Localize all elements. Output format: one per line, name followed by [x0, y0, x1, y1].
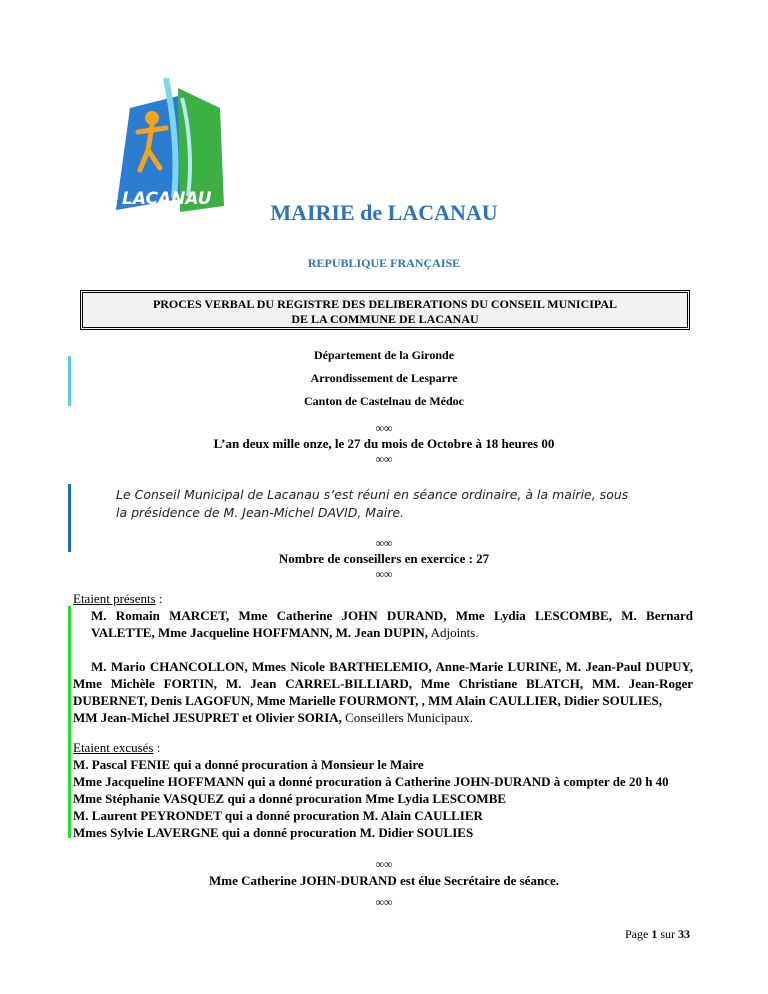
adjoints-role: Adjoints.: [428, 625, 479, 640]
excuse-line: Mme Stéphanie VASQUEZ qui a donné procuration Mme Lydia LESCOMBE: [73, 791, 507, 806]
header-line-1: PROCES VERBAL DU REGISTRE DES DELIBERATIONS DU CONSEIL MUNICIPAL: [152, 297, 618, 311]
excuse-line: M. Laurent PEYRONDET qui a donné procuration M. Alain CAULLIER: [73, 808, 483, 823]
green-margin-bar: [68, 606, 71, 838]
excuse-line: M. Pascal FENIE qui a donné procuration à Monsieur le Maire: [73, 757, 424, 772]
ornament-2: ∞∞: [375, 452, 393, 466]
ornament-5: ∞∞: [375, 857, 393, 871]
page-number: [625, 927, 690, 942]
intro-paragraph: [116, 486, 676, 522]
proces-verbal-header: [80, 290, 690, 330]
ornament-1: ∞∞: [375, 421, 393, 435]
secretaire-line: Mme Catherine JOHN-DURAND est élue Secrétaire de séance.: [209, 873, 559, 888]
excuses-sep: :: [153, 740, 161, 755]
ornament-6: ∞∞: [375, 895, 393, 909]
page-middle: sur: [657, 927, 678, 941]
republic-subtitle: REPUBLIQUE FRANÇAISE: [307, 256, 461, 270]
conseillers-names-2: MM Jean-Michel JESUPRET et Olivier SORIA,: [73, 710, 342, 725]
departement: Département de la Gironde: [313, 348, 455, 362]
presents-heading: Etaient présents: [73, 591, 156, 606]
page-title: MAIRIE de LACANAU: [270, 200, 498, 225]
page-total: 33: [678, 927, 690, 941]
ornament-4: ∞∞: [375, 567, 393, 581]
presents-section: [73, 590, 693, 726]
excuse-line: Mmes Sylvie LAVERGNE qui a donné procuration M. Didier SOULIES: [73, 825, 474, 840]
page-prefix: Page: [625, 927, 652, 941]
date-line: L’an deux mille onze, le 27 du mois de Octobre à 18 heures 00: [213, 436, 555, 451]
conseillers-paragraph: [73, 658, 693, 709]
presents-heading-line: [73, 590, 693, 607]
canton: Canton de Castelnau de Médoc: [303, 394, 464, 408]
adjoints-names: M. Romain MARCET, Mme Catherine JOHN DURAND, Mme Lydia LESCOMBE, M. Bernard VALETTE, Mme Jacqueline HOFFMANN, M. Jean DUPIN,: [91, 608, 693, 640]
arrondissement: Arrondissement de Lesparre: [310, 371, 458, 385]
excuse-line: Mme Jacqueline HOFFMANN qui a donné procuration à Catherine JOHN-DURAND à compter de 20 h 40: [73, 774, 669, 789]
conseillers-role: Conseillers Municipaux.: [341, 710, 473, 725]
intro-line-1: Le Conseil Municipal de Lacanau s’est réuni en séance ordinaire, à la mairie, sous: [116, 487, 629, 502]
excuses-heading: Etaient excusés: [73, 740, 154, 755]
adjoints-paragraph: [73, 607, 693, 641]
intro-line-2: la présidence de M. Jean-Michel DAVID, Maire.: [116, 505, 405, 520]
excuses-section: [73, 739, 693, 841]
header-line-2: DE LA COMMUNE DE LACANAU: [291, 312, 479, 326]
logo-text: LACANAU: [122, 189, 212, 209]
page-current: 1: [651, 927, 658, 941]
conseillers-names: M. Mario CHANCOLLON, Mmes Nicole BARTHELEMIO, Anne-Marie LURINE, M. Jean-Paul DUPUY, Mme Michèle FORTIN, M. Jean CARREL-BILLIARD, Mme Christiane BLATCH, MM. Jean-Roger DUBERNET, Denis LAGOFUN, Mme Marielle FOURMONT, , MM Alain CAULLIER, Didier SOULIES,: [73, 659, 693, 708]
excuses-heading-line: [73, 739, 693, 756]
ornament-3: ∞∞: [375, 536, 393, 550]
presents-sep: :: [155, 591, 163, 606]
conseillers-last-line: [73, 709, 693, 726]
conseillers-count: Nombre de conseillers en exercice : 27: [278, 551, 490, 566]
